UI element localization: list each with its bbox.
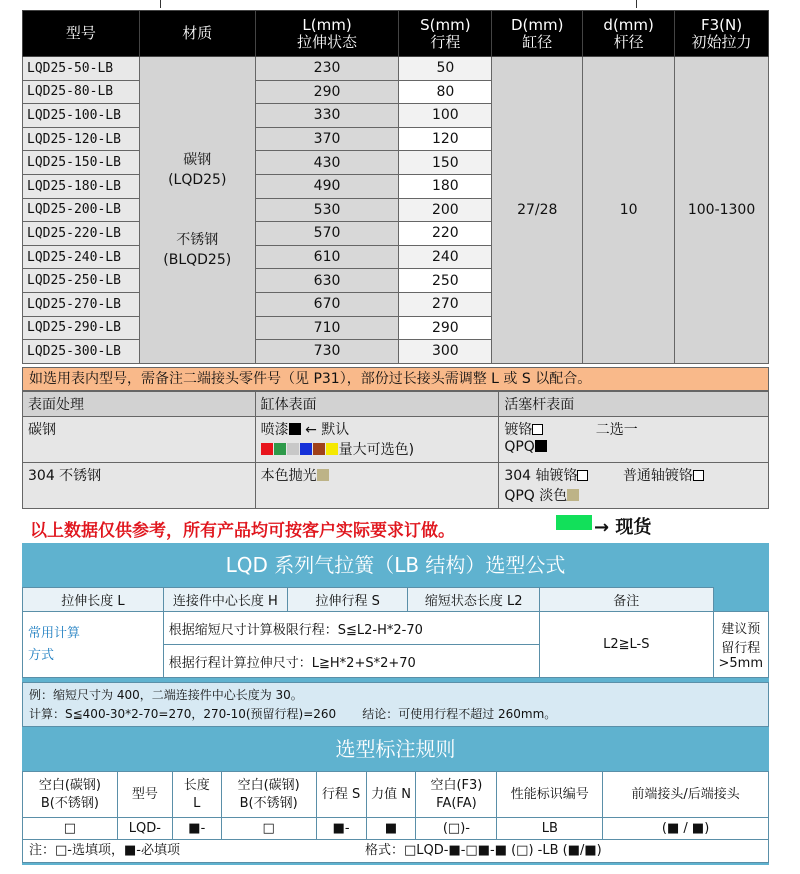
rules-header-cell: 型号 (117, 772, 172, 818)
length-cell: 610 (255, 245, 399, 269)
model-cell: LQD25-250-LB (23, 269, 140, 293)
formula-panel (22, 543, 769, 865)
rules-header-cell: 空白(F3) FA(FA) (416, 772, 497, 818)
remark-text: 建议预留行程>5mm (713, 612, 768, 678)
legend-format: 格式：□LQD-■-□■-■ (□) -LB (■/■) (365, 843, 602, 858)
spec-note: 如选用表内型号，需备注二端接头零件号（见 P31），部份过长接头需调整 L 或 S 以配合。 (22, 367, 769, 391)
material-cell: 碳钢 (LQD25) 不锈钢 (BLQD25) (139, 57, 255, 364)
top-edge-mark (160, 0, 161, 8)
formula-table (22, 587, 769, 678)
filled-square-icon (535, 440, 547, 452)
example-conclusion: 结论：可使用行程不超过 260mm。 (362, 707, 557, 721)
col-header-rod: d(mm) 杆径 (583, 11, 675, 57)
stroke-cell: 220 (399, 222, 492, 246)
shaft-chrome-label: 304 轴镀铬 (504, 468, 578, 484)
model-cell: LQD25-120-LB (23, 127, 140, 151)
qpq-light-label: QPQ 淡色 (504, 488, 568, 504)
rules-value-cell: LQD- (117, 818, 172, 840)
rules-title: 选型标注规则 (335, 737, 456, 761)
rules-header-cell: 性能标识编号 (497, 772, 603, 818)
model-cell: LQD25-300-LB (23, 340, 140, 364)
empty-box-icon (532, 424, 543, 435)
col-header-model: 型号 (23, 11, 140, 57)
table-row (23, 57, 769, 81)
surface-carbon-cylinder (255, 417, 499, 463)
formula-col-S: 拉伸行程 S (287, 588, 408, 612)
rules-legend (22, 839, 769, 863)
filled-square-icon (289, 423, 301, 435)
color-swatches (261, 442, 339, 458)
surface-carbon-steel: 碳钢 (23, 417, 256, 463)
surface-carbon-rod (499, 417, 769, 463)
color-option-label: 量大可选色) (338, 442, 415, 458)
rules-header-cell: 空白(碳钢) B(不锈钢) (221, 772, 316, 818)
paint-label: 喷漆 (260, 422, 289, 438)
stroke-cell: 250 (399, 269, 492, 293)
stroke-cell: 290 (399, 316, 492, 340)
col-header-stroke: S(mm) 行程 (399, 11, 492, 57)
rules-value-cell: LB (497, 818, 603, 840)
rules-header-cell: 长度 L (172, 772, 221, 818)
surface-header-rod: 活塞杆表面 (499, 392, 769, 417)
length-cell: 670 (255, 292, 399, 316)
rules-header-cell: 行程 S (316, 772, 366, 818)
color-swatch-icon (300, 443, 312, 455)
length-cell: 530 (255, 198, 399, 222)
col-header-material: 材质 (139, 11, 255, 57)
color-swatch-icon (261, 443, 273, 455)
surface-table (22, 391, 769, 509)
method-label: 常用计算方式 (23, 612, 164, 678)
arrow-left-icon: ← (305, 422, 317, 438)
choose-one-label: 二选一 (595, 422, 638, 438)
rules-value-cell: ■- (316, 818, 366, 840)
polish-label: 本色抛光 (260, 468, 317, 484)
model-cell: LQD25-180-LB (23, 174, 140, 198)
normal-chrome-label: 普通轴镀铬 (622, 468, 693, 484)
col-header-bore: D(mm) 缸径 (492, 11, 583, 57)
model-cell: LQD25-240-LB (23, 245, 140, 269)
stroke-cell: 100 (399, 104, 492, 128)
stroke-cell: 270 (399, 292, 492, 316)
rules-table (22, 771, 769, 840)
qpq-label: QPQ (504, 439, 535, 455)
model-cell: LQD25-290-LB (23, 316, 140, 340)
formula-col-remark: 备注 (540, 588, 713, 612)
rules-value-cell: ■ (366, 818, 416, 840)
formula-title: LQD 系列气拉簧（LB 结构）选型公式 (225, 553, 566, 577)
formula-col-H: 连接件中心长度 H (163, 588, 287, 612)
model-cell: LQD25-220-LB (23, 222, 140, 246)
bore-cell: 27/28 (492, 57, 583, 364)
length-cell: 290 (255, 80, 399, 104)
length-cell: 370 (255, 127, 399, 151)
length-cell: 630 (255, 269, 399, 293)
length-cell: 570 (255, 222, 399, 246)
stock-label: → 现货 (594, 517, 652, 538)
tan-square-icon (317, 469, 329, 481)
calc-length: 根据行程计算拉伸尺寸：L≧H*2+S*2+70 (163, 645, 539, 678)
formula-col-L: 拉伸长度 L (23, 588, 164, 612)
model-cell: LQD25-80-LB (23, 80, 140, 104)
length-cell: 330 (255, 104, 399, 128)
length-cell: 490 (255, 174, 399, 198)
stroke-cell: 80 (399, 80, 492, 104)
model-cell: LQD25-50-LB (23, 57, 140, 81)
legend-left: 注：□-选填项，■-必填项 (29, 843, 180, 858)
stroke-cell: 200 (399, 198, 492, 222)
length-cell: 730 (255, 340, 399, 364)
surface-header-treatment: 表面处理 (23, 392, 256, 417)
chrome-label: 镀铬 (504, 422, 533, 438)
rules-value-cell: (■ / ■) (603, 818, 769, 840)
surface-stainless-rod (499, 463, 769, 509)
rules-value-cell: □ (221, 818, 316, 840)
stroke-cell: 180 (399, 174, 492, 198)
rules-header-cell: 前端接头/后端接头 (603, 772, 769, 818)
empty-box-icon (693, 470, 704, 481)
surface-header-cylinder: 缸体表面 (255, 392, 499, 417)
rules-value-cell: □ (23, 818, 118, 840)
color-swatch-icon (274, 443, 286, 455)
formula-col-L2: 缩短状态长度 L2 (408, 588, 540, 612)
spec-table (22, 10, 769, 364)
rod-cell: 10 (583, 57, 675, 364)
model-cell: LQD25-100-LB (23, 104, 140, 128)
empty-box-icon (577, 470, 588, 481)
stroke-cell: 240 (399, 245, 492, 269)
color-swatch-icon (326, 443, 338, 455)
stock-green-swatch (556, 515, 592, 530)
l2-formula: L2≧L-S (540, 612, 713, 678)
length-cell: 430 (255, 151, 399, 175)
stroke-cell: 120 (399, 127, 492, 151)
rules-value-cell: (□)- (416, 818, 497, 840)
model-cell: LQD25-270-LB (23, 292, 140, 316)
color-swatch-icon (287, 443, 299, 455)
example-calc: 计算：S≦400-30*2-70=270，270-10(预留行程)=260 (29, 707, 337, 721)
length-cell: 710 (255, 316, 399, 340)
default-label: 默认 (321, 422, 350, 438)
top-edge-mark (636, 0, 637, 8)
force-cell: 100-1300 (675, 57, 769, 364)
surface-stainless: 304 不锈钢 (23, 463, 256, 509)
stroke-cell: 50 (399, 57, 492, 81)
example-box (22, 682, 769, 727)
model-cell: LQD25-200-LB (23, 198, 140, 222)
surface-stainless-cylinder (255, 463, 499, 509)
stroke-cell: 150 (399, 151, 492, 175)
custom-order-notice: 以上数据仅供参考，所有产品均可按客户实际要求订做。 (30, 521, 455, 541)
rules-header-cell: 力值 N (366, 772, 416, 818)
stroke-cell: 300 (399, 340, 492, 364)
rules-value-cell: ■- (172, 818, 221, 840)
rules-header-cell: 空白(碳钢) B(不锈钢) (23, 772, 118, 818)
color-swatch-icon (313, 443, 325, 455)
length-cell: 230 (255, 57, 399, 81)
example-line: 例：缩短尺寸为 400，二端连接件中心长度为 30。 (29, 688, 303, 702)
calc-stroke: 根据缩短尺寸计算极限行程：S≦L2-H*2-70 (163, 612, 539, 645)
model-cell: LQD25-150-LB (23, 151, 140, 175)
col-header-force: F3(N) 初始拉力 (675, 11, 769, 57)
col-header-length: L(mm) 拉伸状态 (255, 11, 399, 57)
tan-square-icon (567, 489, 579, 501)
